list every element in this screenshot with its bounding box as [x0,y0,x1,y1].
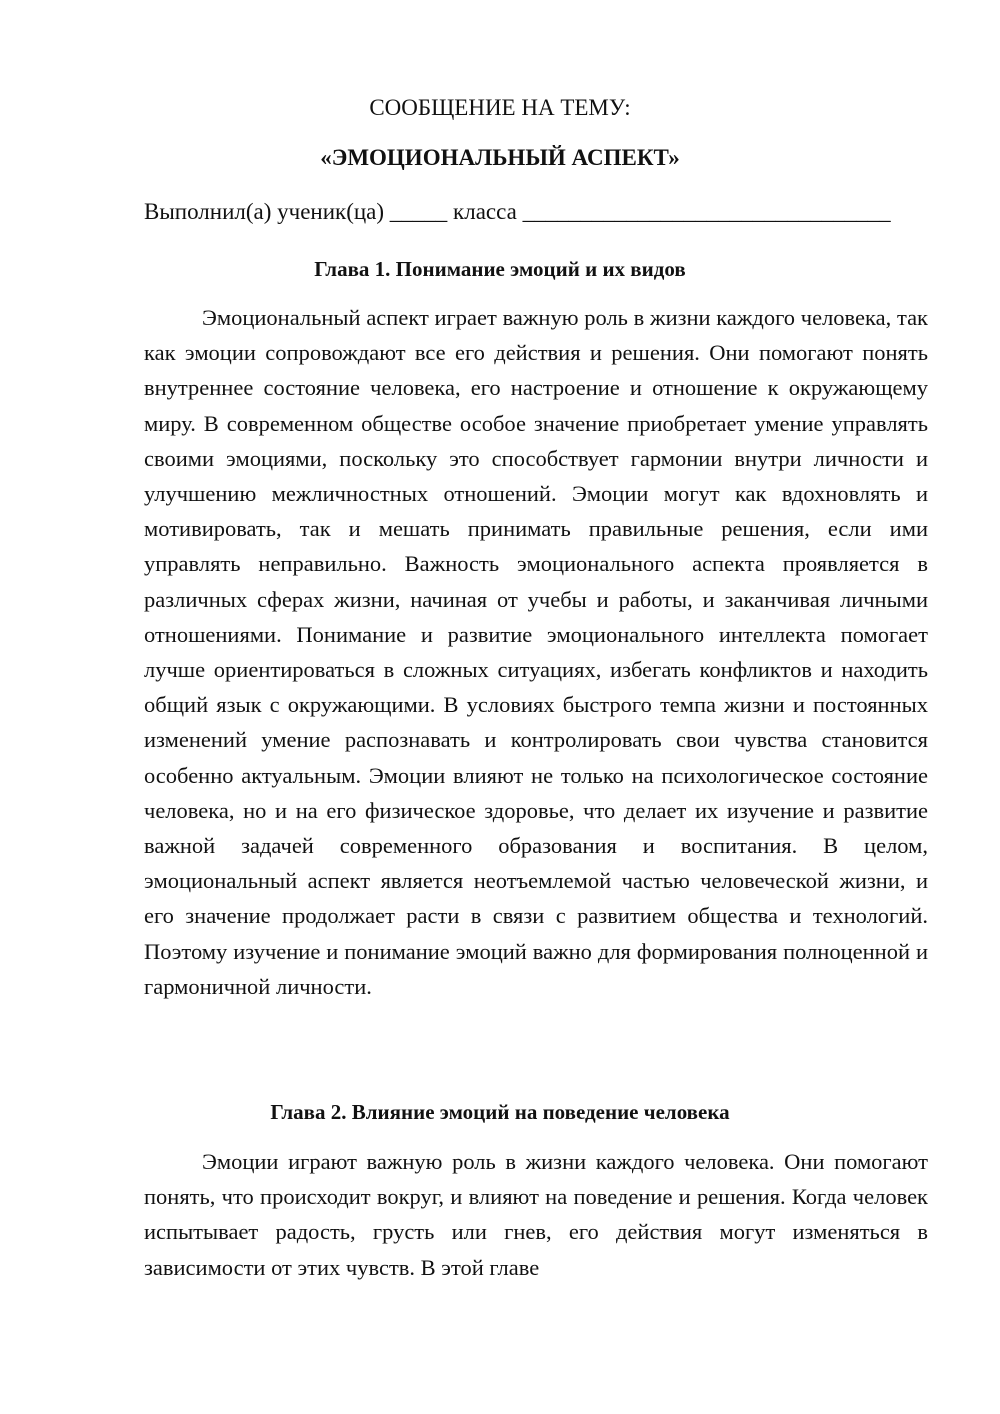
chapter-1-heading: Глава 1. Понимание эмоций и их видов [314,257,686,281]
chapter-1-paragraph: Эмоциональный аспект играет важную роль в жизни каждого человека, так как эмоции сопровождают все его действия и решения. Они помогают понять внутреннее состояние человека, его настроение и отношение к окружающему миру. В современном обществе особое значение приобретает умение управлять своими эмоциями, поскольку это способствует гармонии внутри личности и улучшению межличностных отношений. Эмоции могут как вдохновлять и мотивировать, так и мешать принимать правильные решения, если ими управлять неправильно. Важность эмоционального аспекта проявляется в различных сферах жизни, начиная от учебы и работы, и заканчивая личными отношениями. Понимание и развитие эмоционального интеллекта помогает лучше ориентироваться в сложных ситуациях, избегать конфликтов и находить общий язык с окружающими. В условиях быстрого темпа жизни и постоянных изменений умение распознавать и контролировать свои чувства становится особенно актуальным. Эмоции влияют не только на психологическое состояние человека, но и на его физическое здоровье, что делает их изучение и развитие важной задачей современного образования и воспитания. В целом, эмоциональный аспект является неотъемлемой частью человеческой жизни, и его значение продолжает расти в связи с развитием общества и технологий. Поэтому изучение и понимание эмоций важно для формирования полноценной и гармоничной личности. [144,305,928,999]
document-title: «ЭМОЦИОНАЛЬНЫЙ АСПЕКТ» [320,145,680,170]
signature-line: Выполнил(а) ученик(ца) _____ класса ________________________________ [144,199,891,224]
chapter-2-paragraph: Эмоции играют важную роль в жизни каждого человека. Они помогают понять, что происходит вокруг, и влияют на поведение и решения. Когда человек испытывает радость, грусть или гнев, его действия могут изменяться в зависимости от этих чувств. В этой главе [144,1149,928,1280]
document-subject: СООБЩЕНИЕ НА ТЕМУ: [369,95,631,120]
chapter-2-heading: Глава 2. Влияние эмоций на поведение человека [270,1100,730,1124]
